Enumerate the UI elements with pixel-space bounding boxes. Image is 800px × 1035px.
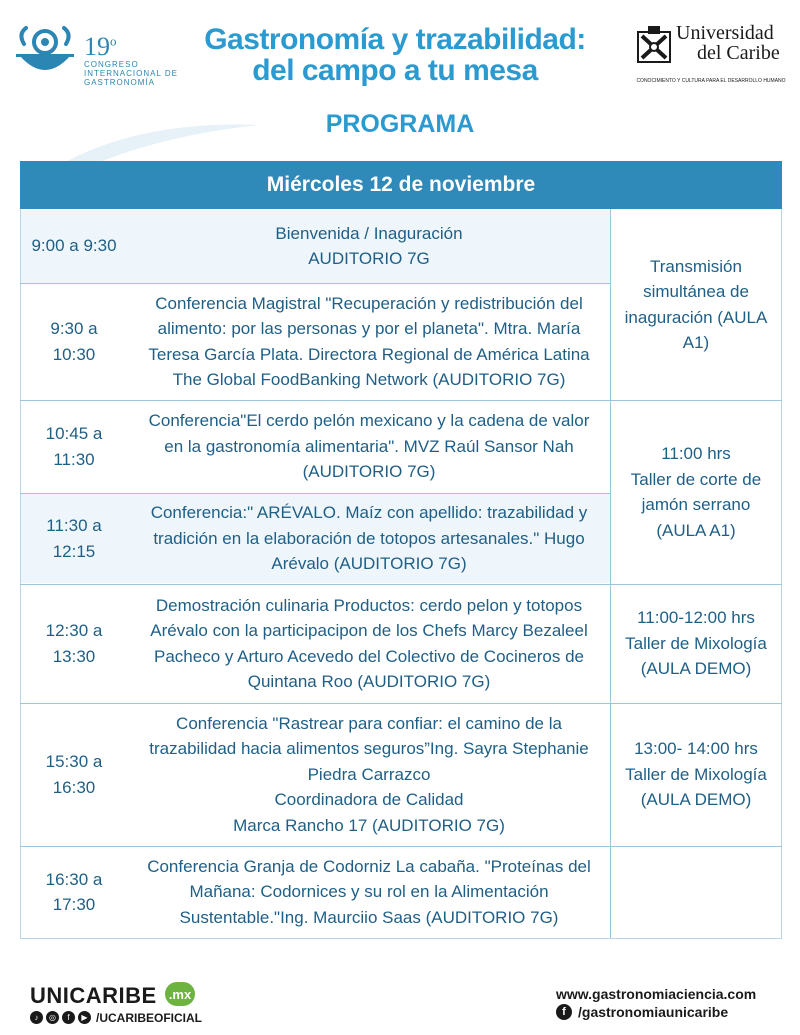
congress-logo xyxy=(14,22,76,84)
session-description: Conferencia "Rastrear para confiar: el camino de la trazabilidad hacia alimentos seguros”Ing. Sayra Stephanie Piedra Carrazco Coordinadora de Calidad Marca Rancho 17 (AUDITORIO 7G) xyxy=(149,713,589,835)
session-description: Conferencia Magistral "Recuperación y redistribución del alimento: por las personas y por el planeta". Mtra. María Teresa García Plata. Directora Regional de América Latina The Global FoodBanking Network (AUDITORIO 7G) xyxy=(148,293,590,389)
session-time: 9:00 a 9:30 xyxy=(31,236,117,256)
session-description: Demostración culinaria Productos: cerdo pelon y totopos Arévalo con la participacipon de los Chefs Marcy Bezaleel Pacheco y Arturo Acevedo del Colectivo de Cocineros de Quintana Roo (AUDITORIO 7G) xyxy=(150,595,588,691)
day-header: Miércoles 12 de noviembre xyxy=(20,161,782,209)
facebook-icon[interactable]: f xyxy=(62,1011,75,1024)
session-description: Conferencia"El cerdo pelón mexicano y la cadena de valor en la gastronomía alimentaria". MVZ Raúl Sansor Nah (AUDITORIO 7G) xyxy=(148,411,590,482)
side-event: 11:00 hrs Taller de corte de jamón serrano (AULA A1) xyxy=(630,444,762,540)
congress-number: 19$^o$ xyxy=(84,32,117,61)
university-name: Universidad xyxy=(676,22,774,44)
session-time: 10:45 a 11:30 xyxy=(45,424,103,469)
university-emblem-icon xyxy=(634,24,674,68)
tiktok-icon[interactable]: ♪ xyxy=(30,1011,43,1024)
instagram-icon[interactable]: ◎ xyxy=(46,1011,59,1024)
session-description: Bienvenida / Inaguración AUDITORIO 7G xyxy=(275,223,463,268)
session-time: 9:30 a 10:30 xyxy=(50,319,98,364)
program-title: PROGRAMA xyxy=(325,110,475,138)
website-link[interactable]: www.gastronomiaciencia.com xyxy=(556,986,757,1002)
mx-badge: .mx xyxy=(165,982,195,1006)
session-description: Conferencia:" ARÉVALO. Maíz con apellido: trazabilidad y tradición en la elaboración de totopos artesanales." Hugo Arévalo (AUDITORIO 7G) xyxy=(150,503,588,574)
side-event: 11:00-12:00 hrs Taller de Mixología (AULA DEMO) xyxy=(625,608,767,679)
unicaribe-logo: UNICARIBE xyxy=(30,983,157,1008)
social-icons xyxy=(30,1011,91,1024)
youtube-icon[interactable]: ▶ xyxy=(78,1011,91,1024)
session-time: 16:30 a 17:30 xyxy=(45,869,103,914)
university-tagline: CONOCIMIENTO Y CULTURA PARA EL DESARROLLO HUMANO xyxy=(636,78,786,84)
university-name-line2: del Caribe xyxy=(697,42,780,64)
facebook-icon[interactable]: f xyxy=(556,1004,572,1020)
side-event: 13:00- 14:00 hrs Taller de Mixología (AULA DEMO) xyxy=(625,739,767,810)
congress-subtitle: CONGRESO INTERNACIONAL DE GASTRONOMÍA xyxy=(84,60,178,87)
social-handle[interactable]: /UCARIBEOFICIAL xyxy=(96,1011,202,1025)
facebook-handle[interactable]: /gastronomiaunicaribe xyxy=(578,1004,729,1020)
session-time: 15:30 a 16:30 xyxy=(45,752,103,797)
session-description: Conferencia Granja de Codorniz La cabaña. "Proteínas del Mañana: Codornices y su rol en la Alimentación Sustentable."Ing. Maurciio Saas (AUDITORIO 7G) xyxy=(147,856,591,927)
session-time: 12:30 a 13:30 xyxy=(45,621,103,666)
event-title: Gastronomía y trazabilidad: del campo a tu mesa xyxy=(204,23,586,87)
side-event: Transmisión simultánea de inaguración (AULA A1) xyxy=(624,256,768,352)
session-time: 11:30 a 12:15 xyxy=(46,516,102,561)
